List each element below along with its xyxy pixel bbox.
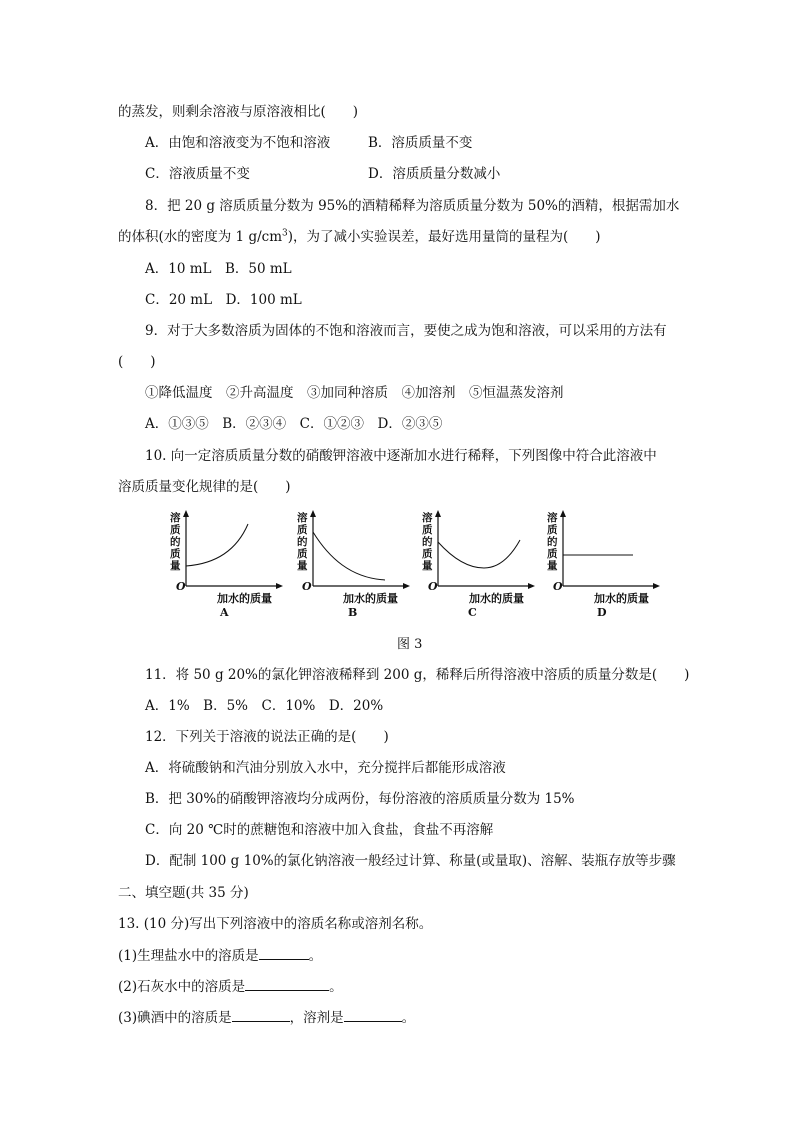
graph-d-origin: O	[553, 580, 563, 593]
q13-part3-end: 。	[401, 1010, 416, 1026]
q11-options: A．1% B．5% C．10% D．20%	[145, 698, 384, 714]
graph-a-curve	[186, 524, 248, 566]
graph-d-y-arrow	[560, 510, 566, 517]
q13-part2-answer-blank[interactable]	[245, 977, 329, 991]
graph-d-x-arrow	[653, 583, 660, 589]
graph-a-y-arrow	[183, 510, 189, 517]
graph-c-plot	[436, 510, 536, 590]
graph-a-x-axis-label: 加水的质量	[217, 592, 272, 605]
q10-stem-line2: 溶质质量变化规律的是( )	[118, 479, 291, 495]
q9-methods: ①降低温度 ②升高温度 ③加同种溶质 ④加溶剂 ⑤恒温蒸发溶剂	[145, 385, 564, 401]
graph-b-origin: O	[302, 580, 312, 593]
q12-option-d: D．配制 100 g 10%的氯化钠溶液一般经过计算、称量(或量取)、溶解、装瓶存放等步骤	[145, 853, 676, 869]
q12-option-b: B．把 30%的硝酸钾溶液均分成两份，每份溶液的溶质质量分数为 15%	[145, 791, 575, 807]
q13-part2	[118, 977, 343, 996]
q7-option-d: D．溶质质量分数减小	[368, 166, 501, 182]
q8-options-cd: C．20 mL D．100 mL	[145, 292, 302, 308]
q7-option-a: A．由饱和溶液变为不饱和溶液	[145, 135, 331, 151]
graph-b-y-axis-label: 溶质的质量	[297, 512, 308, 572]
graph-d-y-axis-label: 溶质的质量	[547, 512, 558, 572]
graph-a-letter: A	[220, 606, 229, 619]
q13-part2-end: 。	[329, 979, 343, 995]
q13-part3-mid-text: ，溶剂是	[289, 1010, 344, 1026]
q8-stem-line2-post: )，为了减小实验误差，最好选用量筒的量程为( )	[287, 229, 601, 245]
graph-d-x-axis-label: 加水的质量	[594, 592, 649, 605]
q8-stem-line2-pre: 的体积(水的密度为 1 g/cm	[118, 229, 282, 245]
graph-a-origin: O	[176, 580, 186, 593]
graph-c-x-arrow	[528, 583, 535, 589]
q13-part3-solvent-blank[interactable]	[344, 1008, 402, 1022]
graph-c-y-axis-label: 溶质的质量	[422, 512, 433, 572]
q13-part1	[118, 946, 322, 965]
graph-c	[436, 510, 536, 590]
q13-part2-text: (2)石灰水中的溶质是	[118, 979, 246, 995]
graph-a-y-axis-label: 溶质的质量	[170, 512, 181, 572]
q13-part1-answer-blank[interactable]	[259, 946, 309, 960]
q8-density-unit-exponent: 3	[282, 228, 288, 239]
q12-stem: 12．下列关于溶液的说法正确的是( )	[145, 729, 389, 745]
q8-options-ab: A．10 mL B．50 mL	[145, 261, 292, 277]
q9-options: A．①③⑤ B．②③④ C．①②③ D．②③⑤	[145, 416, 443, 432]
q11-stem: 11．将 50 g 20%的氯化钾溶液稀释到 200 g，稀释后所得溶液中溶质的质量分数是( )	[145, 667, 690, 683]
graph-b-plot	[311, 510, 411, 590]
graph-b-x-arrow	[403, 583, 410, 589]
q9-stem-line2: ( )	[118, 354, 156, 370]
q7-option-b: B．溶质质量不变	[368, 135, 473, 151]
graph-b-y-arrow	[310, 510, 316, 517]
graph-b	[311, 510, 411, 590]
q13-part3	[118, 1008, 415, 1027]
q7-stem-continuation: 的蒸发，则剩余溶液与原溶液相比( )	[118, 104, 359, 120]
q8-stem-line1: 8．把 20 g 溶质质量分数为 95%的酒精稀释为溶质质量分数为 50%的酒精，根据需加水	[145, 198, 680, 214]
q7-option-c: C．溶液质量不变	[145, 166, 250, 182]
figure-caption: 图 3	[397, 637, 423, 652]
graph-c-x-axis-label: 加水的质量	[469, 592, 524, 605]
q8-stem-line2	[118, 228, 601, 246]
q13-stem: 13. (10 分)写出下列溶液中的溶质名称或溶剂名称。	[118, 916, 433, 932]
graph-d-plot	[561, 510, 661, 590]
graph-c-curve	[438, 540, 520, 568]
q10-stem-line1: 10. 向一定溶质质量分数的硝酸钾溶液中逐渐加水进行稀释，下列图像中符合此溶液中	[145, 448, 657, 464]
q13-part3-text: (3)碘酒中的溶质是	[118, 1010, 232, 1026]
section-fill-in-title: 二、填空题(共 35 分)	[118, 885, 249, 901]
graph-d	[561, 510, 661, 590]
graph-a-x-arrow	[276, 583, 283, 589]
graph-b-letter: B	[348, 606, 358, 619]
q13-part3-solute-blank[interactable]	[232, 1008, 290, 1022]
graph-d-letter: D	[597, 606, 607, 619]
q13-part1-text: (1)生理盐水中的溶质是	[118, 948, 259, 964]
q13-part1-end: 。	[308, 948, 323, 964]
graph-c-origin: O	[428, 580, 438, 593]
graph-b-curve	[313, 532, 385, 580]
graph-a	[184, 510, 284, 590]
graph-c-letter: C	[468, 606, 477, 619]
q12-option-a: A．将硫酸钠和汽油分别放入水中，充分搅拌后都能形成溶液	[145, 760, 506, 776]
graph-c-y-arrow	[435, 510, 441, 517]
graph-b-x-axis-label: 加水的质量	[343, 592, 398, 605]
q12-option-c: C．向 20 ℃时的蔗糖饱和溶液中加入食盐，食盐不再溶解	[145, 822, 494, 838]
q9-stem-line1: 9．对于大多数溶质为固体的不饱和溶液而言，要使之成为饱和溶液，可以采用的方法有	[145, 323, 667, 339]
graph-a-plot	[184, 510, 284, 590]
